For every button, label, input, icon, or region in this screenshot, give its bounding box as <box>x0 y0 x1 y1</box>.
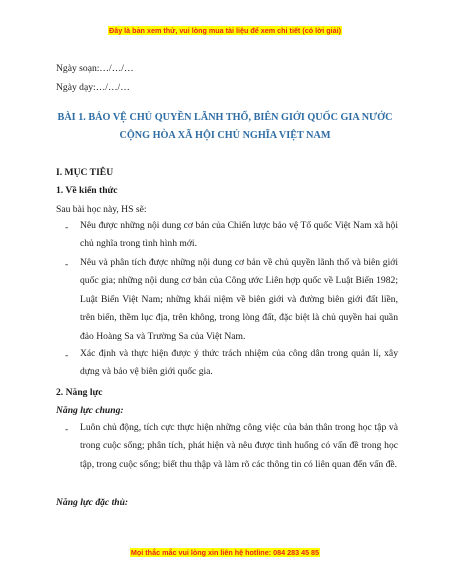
bullet-dash: - <box>65 222 69 233</box>
general-competency-label: Năng lực chung: <box>56 405 124 416</box>
knowledge-item: Nêu được những nội dung cơ bản của Chiến lược bảo vệ Tổ quốc Việt Nam xã hội chủ nghĩa trong tình hình mới. <box>80 220 398 250</box>
teach-date: Ngày dạy:…/…/… <box>56 82 130 93</box>
bullet-dash: - <box>65 259 69 270</box>
hotline-text: Mọi thắc mắc vui lòng xin liên hệ hotline: 084 283 45 85 <box>130 548 320 557</box>
preview-notice-banner <box>0 26 450 35</box>
section-objectives-heading: I. MỤC TIÊU <box>56 167 114 178</box>
bullet-dash: - <box>65 424 69 435</box>
intro-text: Sau bài học này, HS sẽ: <box>56 204 147 215</box>
hotline-banner <box>0 548 450 557</box>
knowledge-heading: 1. Về kiến thức <box>56 185 118 196</box>
knowledge-item: Nêu và phân tích được những nội dung cơ bản về chủ quyền lãnh thổ và biên giới quốc gia; những nội dung cơ bản của Công ước Liên hợp quốc về Luật Biển 1982; Luật Biển Việt Nam; những khái niệm về biên giới và đường biên giới đất liền, trên biển, thềm lục địa, trên không, trong lòng đất, đặc biệt là chủ quyền hai quần đảo Hoàng Sa và Trường Sa của Việt Nam. <box>80 257 398 342</box>
preview-notice-text: Đây là bản xem thử, vui lòng mua tài liệu để xem chi tiết (có lời giải) <box>109 26 341 35</box>
lesson-title-line-2: CỘNG HÒA XÃ HỘI CHỦ NGHĨA VIỆT NAM <box>119 130 331 141</box>
prep-date: Ngày soạn:…/…/… <box>56 63 134 74</box>
bullet-dash: - <box>65 350 69 361</box>
general-competency-item: Luôn chủ động, tích cực thực hiện những công việc của bản thân trong học tập và trong cuộc sống; phân tích, phát hiện và nêu được tình huống có vấn đề trong học tập, trong cuộc sống; biết thu thập và làm rõ các thông tin có liên quan đến vấn đề. <box>80 422 398 470</box>
specific-competency-label: Năng lực đặc thù: <box>56 497 129 508</box>
lesson-title-line-1: BÀI 1. BẢO VỆ CHỦ QUYỀN LÃNH THỔ, BIÊN GIỚI QUỐC GIA NƯỚC <box>57 112 393 123</box>
knowledge-item: Xác định và thực hiện được ý thức trách nhiệm của công dân trong quản lí, xây dựng và bảo vệ biên giới quốc gia. <box>80 348 398 378</box>
competency-heading: 2. Năng lực <box>56 387 103 398</box>
